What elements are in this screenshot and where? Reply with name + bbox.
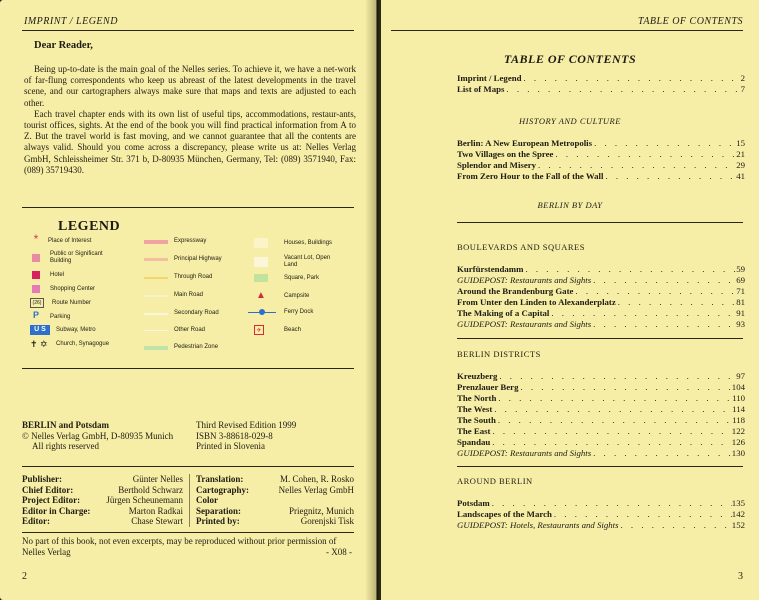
toc-entry[interactable]: The South . . . 118 xyxy=(457,415,745,425)
legend-item: (26) Route Number xyxy=(30,298,91,308)
section-rule xyxy=(457,466,743,467)
toc-entry[interactable]: Splendor and Misery . . . 29 xyxy=(457,160,745,170)
legend-item: Other Road xyxy=(144,327,205,334)
legend-item: Secondary Road xyxy=(144,310,219,317)
through-road-icon xyxy=(144,277,168,279)
pedestrian-zone-icon xyxy=(144,346,168,350)
secondary-road-icon xyxy=(144,313,168,315)
greeting: Dear Reader, xyxy=(34,40,93,51)
toc-entry[interactable]: The East . . . 122 xyxy=(457,426,745,436)
running-head: TABLE OF CONTENTS xyxy=(638,16,743,27)
section-rule xyxy=(22,368,354,369)
intro-paragraph: Being up-to-date is the main goal of the Nelles series. To achieve it, we have a net-work of far-flung correspondents who keep us abreast of the latest developments in the travel scene, and our cartographers always make sure that maps and texts are adjusted to each other. xyxy=(24,64,356,108)
legend-item: P Parking xyxy=(30,312,70,322)
toc-entry[interactable]: GUIDEPOST: Restaurants and Sights . . . 69 xyxy=(457,275,745,285)
toc-entry[interactable]: Kreuzberg . . . 97 xyxy=(457,371,745,381)
legend-item: Expressway xyxy=(144,238,206,245)
page-number: 3 xyxy=(738,571,743,582)
legend-item: Houses, Buildings xyxy=(254,238,332,248)
legend-item: Public or Significant Building xyxy=(30,251,120,265)
section-heading: BOULEVARDS AND SQUARES xyxy=(457,242,585,252)
legend-item: ✈ Beach xyxy=(254,325,301,335)
vacant-lot-icon xyxy=(254,257,268,267)
copyright-notice: No part of this book, not even excerpts, may be reproduced without prior permission of Nelles Verlag - X08 - xyxy=(22,536,352,557)
intro-text xyxy=(24,64,356,176)
credits-table xyxy=(22,474,354,527)
other-road-icon xyxy=(144,330,168,331)
beach-icon: ✈ xyxy=(254,325,264,335)
toc-entry[interactable]: Two Villages on the Spree . . . 21 xyxy=(457,149,745,159)
section-rule xyxy=(22,207,354,208)
section-rule xyxy=(457,338,743,339)
hotel-icon xyxy=(32,271,40,279)
toc-entry[interactable]: Berlin: A New European Metropolis . . . 15 xyxy=(457,138,745,148)
credits-row: Editor: Chase Stewart Printed by: Gorenjski Tisk xyxy=(22,516,354,526)
ferry-icon xyxy=(248,308,276,316)
toc-entry[interactable]: GUIDEPOST: Restaurants and Sights . . . 93 xyxy=(457,319,745,329)
shopping-center-icon xyxy=(32,285,40,293)
section-heading: HISTORY AND CULTURE xyxy=(519,116,621,126)
section-heading: BERLIN DISTRICTS xyxy=(457,349,541,359)
toc-entry[interactable]: Landscapes of the March . . . 142 xyxy=(457,509,745,519)
section-heading: AROUND BERLIN xyxy=(457,476,533,486)
toc-entry[interactable]: From Unter den Linden to Alexanderplatz . . . 81 xyxy=(457,297,745,307)
section-heading: BERLIN BY DAY xyxy=(537,200,603,210)
credits-row: Publisher: Günter Nelles Translation: M. Cohen, R. Rosko xyxy=(22,474,354,484)
legend-item: Square, Park xyxy=(254,274,319,282)
star-icon: * xyxy=(33,232,39,246)
running-head: IMPRINT / LEGEND xyxy=(24,16,118,27)
toc-entry[interactable]: The North . . . 110 xyxy=(457,393,745,403)
credits-row: Chief Editor: Berthold Schwarz Cartography: Nelles Verlag GmbH xyxy=(22,484,354,495)
toc-entry[interactable]: GUIDEPOST: Restaurants and Sights . . . 130 xyxy=(457,448,745,458)
toc-entry[interactable]: Imprint / Legend . . . 2 xyxy=(457,73,745,83)
legend-item: Main Road xyxy=(144,292,203,299)
subway-icon: U S xyxy=(30,325,50,335)
legend-item: Shopping Center xyxy=(30,285,95,293)
legend-item: Hotel xyxy=(30,271,64,279)
campsite-icon: ▲ xyxy=(256,290,266,301)
header-rule xyxy=(22,30,354,31)
legend-item: U S Subway, Metro xyxy=(30,325,96,335)
credits-row: Project Editor: Jürgen Scheunemann Color xyxy=(22,495,218,505)
legend-item: Principal Highway xyxy=(144,256,222,263)
intro-paragraph: Each travel chapter ends with its own list of useful tips, accommodations, restaur-ants, tourist offices, sights. At the end of the book you will find practical information from A to Z. But the travel world is fast moving, and we cannot guarantee that all the contents are always valid. Should you come across a discrepancy, please write us at: Nelles Verlag GmbH, Schleissheimer Str. 371 b, D-80935 München, Germany, Tel: (089) 3571940, Fax: (089) 35719430. xyxy=(24,108,356,175)
legend-item: Pedestrian Zone xyxy=(144,344,218,351)
book-code: - X08 - xyxy=(326,546,352,557)
section-rule xyxy=(22,532,354,533)
toc-entry[interactable]: Spandau . . . 126 xyxy=(457,437,745,447)
legend-item: Through Road xyxy=(144,274,212,281)
legend-item: Vacant Lot, Open Land xyxy=(254,255,340,269)
legend-title: LEGEND xyxy=(58,219,121,234)
toc-entry[interactable]: Around the Brandenburg Gate . . . 71 xyxy=(457,286,745,296)
public-building-icon xyxy=(32,254,40,262)
header-rule xyxy=(391,30,743,31)
toc-entry[interactable]: Kurfürstendamm . . . 59 xyxy=(457,264,745,274)
page-number: 2 xyxy=(22,571,27,582)
right-page xyxy=(381,0,759,600)
toc-entry[interactable]: Potsdam . . . 135 xyxy=(457,498,745,508)
legend-item: ✝ ✡ Church, Synagogue xyxy=(30,339,110,349)
park-icon xyxy=(254,274,268,282)
highway-icon xyxy=(144,258,168,261)
toc-entry[interactable]: The Making of a Capital . . . 91 xyxy=(457,308,745,318)
main-road-icon xyxy=(144,295,168,297)
toc-entry[interactable]: The West . . . 114 xyxy=(457,404,745,414)
expressway-icon xyxy=(144,240,168,244)
parking-icon: P xyxy=(32,310,39,320)
legend-item: Ferry Dock xyxy=(248,308,313,316)
legend-item: ▲ Campsite xyxy=(254,291,309,301)
imprint-block: BERLIN and Potsdam © Nelles Verlag GmbH, D-80935 Munich All rights reserved xyxy=(22,420,174,451)
toc-title: TABLE OF CONTENTS xyxy=(503,52,637,66)
toc-entry[interactable]: List of Maps . . . 7 xyxy=(457,84,745,94)
edition-block: Third Revised Edition 1999 ISBN 3-88618-029-8 Printed in Slovenia xyxy=(196,420,297,451)
toc-entry[interactable]: From Zero Hour to the Fall of the Wall . . . 41 xyxy=(457,171,745,181)
houses-icon xyxy=(254,238,268,248)
toc-entry[interactable]: GUIDEPOST: Hotels, Restaurants and Sights . . . 152 xyxy=(457,520,745,530)
legend-item: * Place of Interest xyxy=(30,236,91,246)
left-page xyxy=(0,0,377,600)
credits-row: Editor in Charge: Marton Radkai Separation: Priegnitz, Munich xyxy=(22,505,354,516)
toc-entry[interactable]: Prenzlauer Berg . . . 104 xyxy=(457,382,745,392)
section-rule xyxy=(457,222,743,223)
section-rule xyxy=(22,466,354,467)
church-icon: ✝ ✡ xyxy=(30,339,48,349)
route-number-icon: (26) xyxy=(30,298,44,308)
